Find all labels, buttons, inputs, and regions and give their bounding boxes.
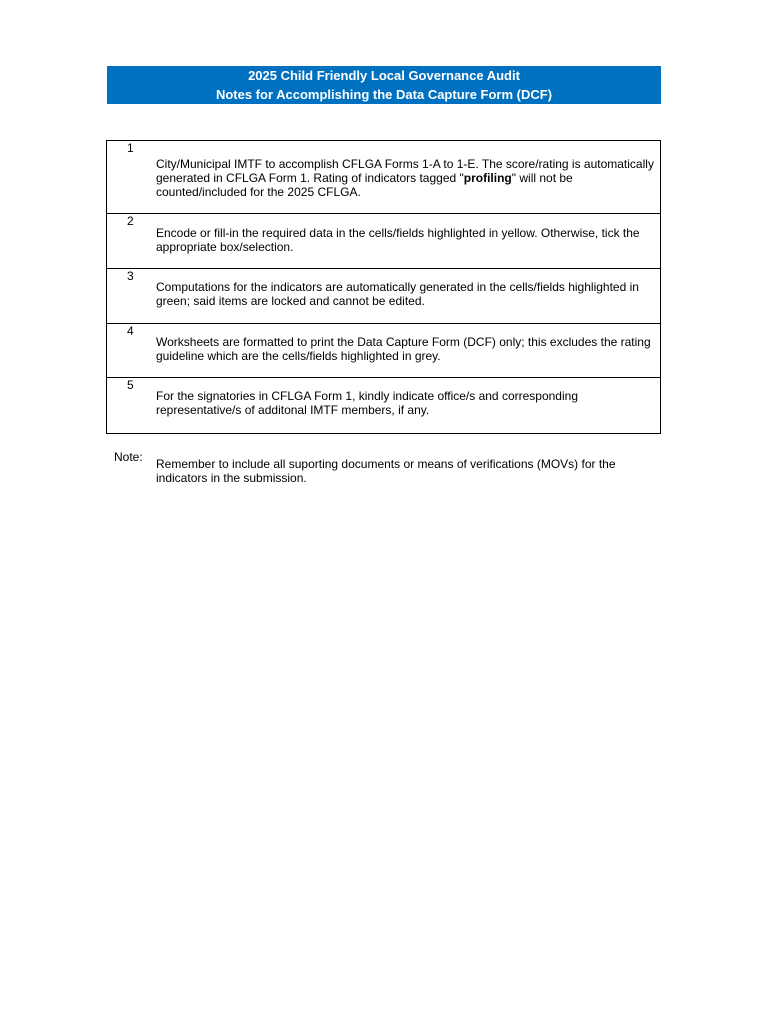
notes-table <box>106 140 661 434</box>
note-row-1 <box>107 141 660 214</box>
note-text-4: Worksheets are formatted to print the Data Capture Form (DCF) only; this excludes the rating guideline which are the cells/fields highlighted in grey. <box>156 335 651 363</box>
note-row-4 <box>107 324 660 378</box>
note-number-4: 4 <box>127 324 134 338</box>
header-subtitle: Notes for Accomplishing the Data Capture Form (DCF) <box>215 87 553 102</box>
note-text-1-start: City/Municipal IMTF to accomplish CFLGA Forms 1-A to 1-E. The score/rating is automatically generated in CFLGA Form 1. Rating of indicators tagged " <box>156 157 654 185</box>
note-number-2: 2 <box>127 214 134 228</box>
note-row-2 <box>107 214 660 269</box>
footer-note-text: Remember to include all suporting documents or means of verifications (MOVs) for the indicators in the submission. <box>156 457 616 485</box>
note-text-3: Computations for the indicators are automatically generated in the cells/fields highlighted in green; said items are locked and cannot be edited. <box>156 280 639 308</box>
note-text-2: Encode or fill-in the required data in the cells/fields highlighted in yellow. Otherwise, tick the appropriate box/selection. <box>156 226 640 254</box>
note-number-3: 3 <box>127 269 134 283</box>
note-row-3 <box>107 269 660 324</box>
note-number-1: 1 <box>127 141 134 155</box>
note-row-5 <box>107 378 660 433</box>
note-text-1 <box>156 157 658 199</box>
note-text-1-end: " will not be counted/included for the 2025 CFLGA. <box>156 171 573 199</box>
note-number-5: 5 <box>127 378 134 392</box>
footer-note-label: Note: <box>114 450 143 464</box>
note-text-1-emphasis: profiling <box>463 171 512 185</box>
note-text-5: For the signatories in CFLGA Form 1, kindly indicate office/s and corresponding representative/s of additonal IMTF members, if any. <box>156 389 578 417</box>
header-title: 2025 Child Friendly Local Governance Audit <box>248 68 520 83</box>
document-header <box>107 66 661 104</box>
